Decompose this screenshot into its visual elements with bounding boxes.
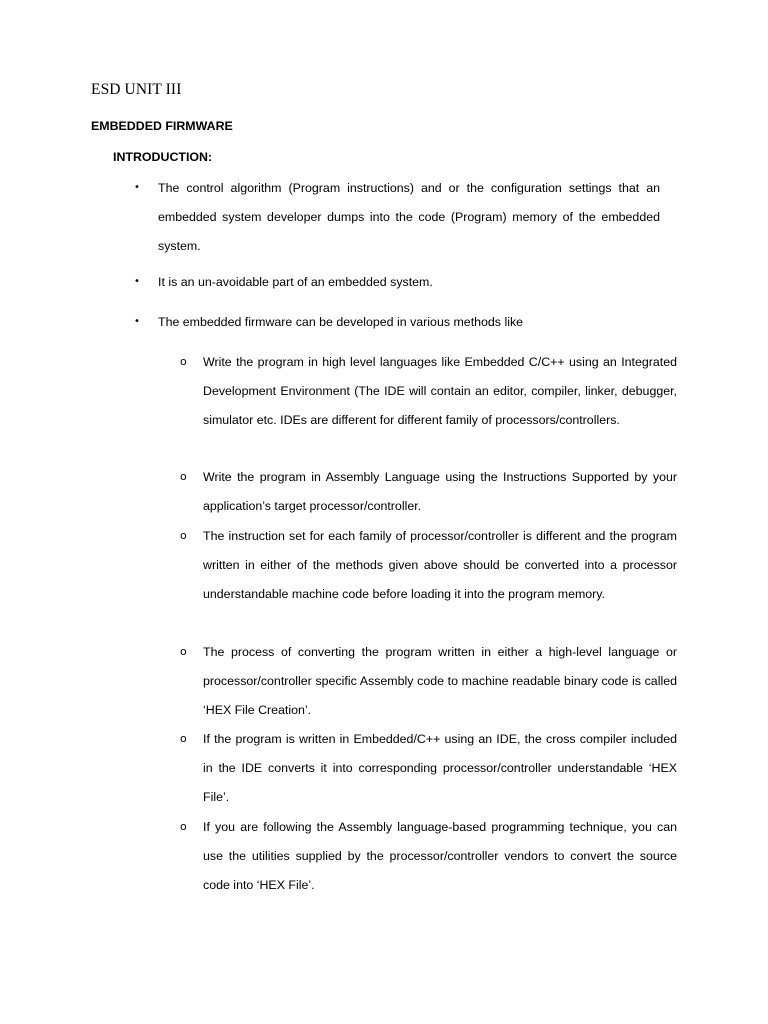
sub-bullet-icon: o	[180, 645, 187, 658]
list-item	[158, 174, 660, 260]
sub-bullet-icon: o	[180, 732, 187, 745]
sub-bullet-icon: o	[180, 355, 187, 368]
sub-list-item-text: Write the program in high level languages like Embedded C/C++ using an Integrated Development Environment (The IDE will contain an editor, compiler, linker, debugger, simulator etc. IDEs are different for different family of processors/controllers.	[203, 355, 677, 427]
sub-list-item	[203, 522, 677, 608]
document-title: ESD UNIT III	[91, 81, 182, 98]
list-item-text: The embedded firmware can be developed in various methods like	[158, 315, 524, 329]
sub-list-item-text: The instruction set for each family of processor/controller is different and the program written in either of the methods given above should be converted into a processor understandable machine code before loading it into the program memory.	[203, 529, 677, 601]
list-item	[158, 308, 660, 337]
sub-bullet-icon: o	[180, 820, 187, 833]
sub-list-item	[203, 638, 677, 724]
sub-list-item	[203, 463, 677, 521]
sub-list-item-text: If the program is written in Embedded/C++ using an IDE, the cross compiler included in the IDE converts it into corresponding processor/controller understandable ‘HEX File’.	[203, 732, 677, 804]
list-item	[158, 268, 660, 297]
sub-list-item	[203, 813, 677, 899]
sub-heading: INTRODUCTION:	[113, 150, 213, 164]
bullet-icon: •	[134, 316, 140, 327]
sub-list-item	[203, 348, 677, 434]
bullet-icon: •	[134, 182, 140, 193]
bullet-icon: •	[134, 276, 140, 287]
list-item-text: It is an un-avoidable part of an embedded system.	[158, 275, 433, 289]
sub-list-item-text: The process of converting the program written in either a high-level language or processor/controller specific Assembly code to machine readable binary code is called ‘HEX File Creation’.	[203, 645, 677, 717]
sub-bullet-icon: o	[180, 470, 187, 483]
sub-list-item	[203, 725, 677, 811]
section-heading: EMBEDDED FIRMWARE	[91, 119, 233, 133]
list-item-text: The control algorithm (Program instructions) and or the configuration settings that an embedded system developer dumps into the code (Program) memory of the embedded system.	[158, 181, 660, 253]
sub-bullet-icon: o	[180, 529, 187, 542]
sub-list-item-text: Write the program in Assembly Language using the Instructions Supported by your application’s target processor/controller.	[203, 470, 677, 513]
sub-list-item-text: If you are following the Assembly language-based programming technique, you can use the utilities supplied by the processor/controller vendors to convert the source code into ‘HEX File’.	[203, 820, 677, 892]
